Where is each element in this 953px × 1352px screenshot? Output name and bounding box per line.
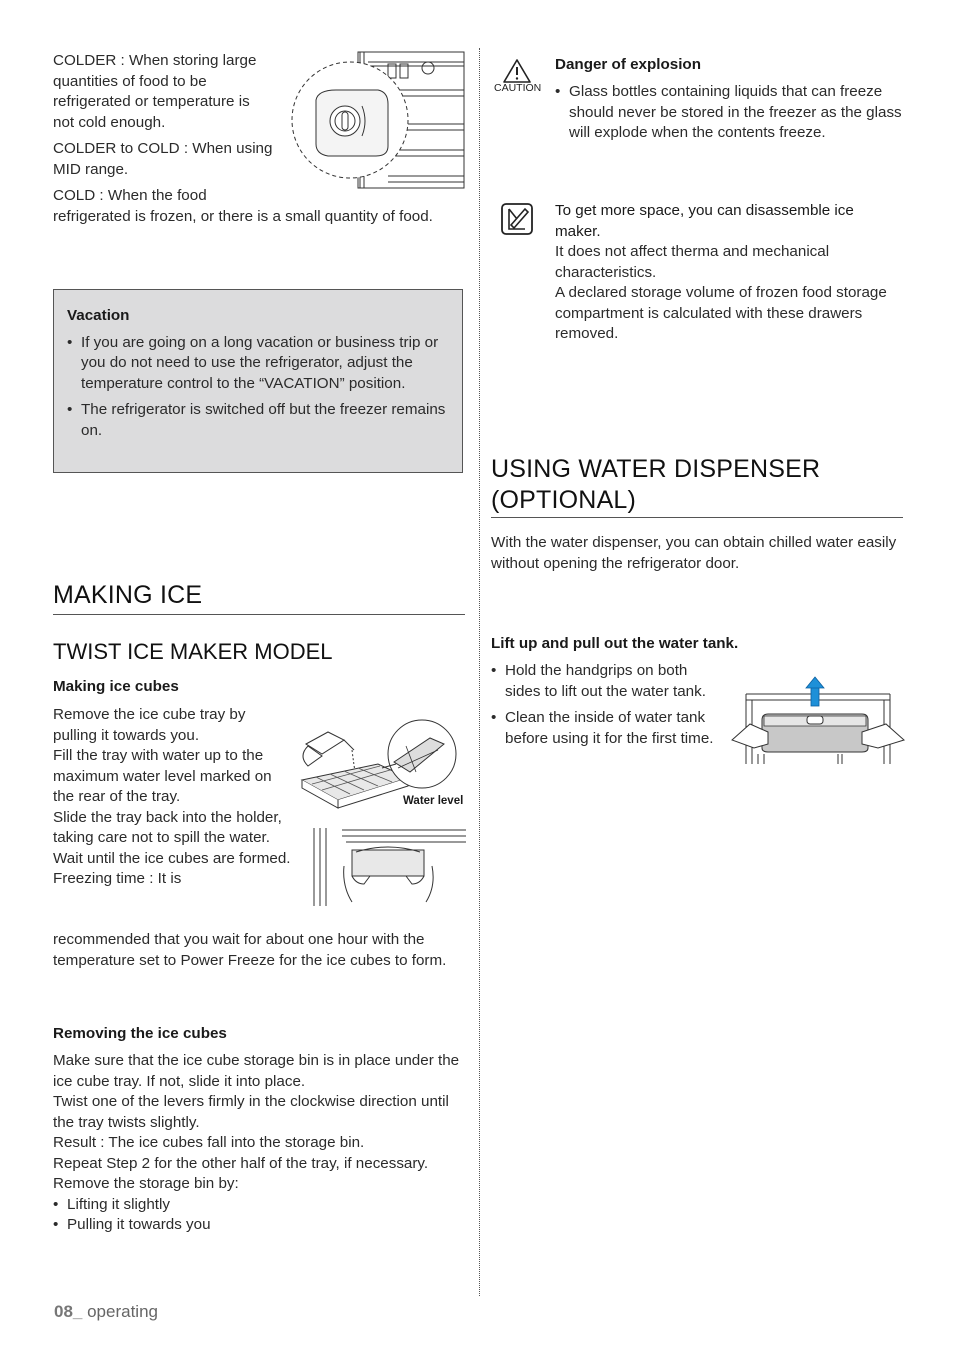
removing-line-3: Result : The ice cubes fall into the storage bin.	[53, 1134, 365, 1151]
water-dispenser-rule	[491, 517, 903, 518]
page-footer	[54, 1302, 158, 1323]
water-tank-bullet-2: • Clean the inside of water tank before using it for the first time.	[491, 708, 716, 749]
note-icon	[501, 203, 533, 235]
note-text	[555, 201, 895, 345]
removing-bullet-2: • Pulling it towards you	[53, 1215, 465, 1236]
water-dispenser-heading	[491, 454, 820, 516]
caution-bullet: • Glass bottles containing liquids that can freeze should never be stored in the freezer as the glass will explode when the contents freeze.	[555, 82, 909, 144]
caution-label: CAUTION	[494, 82, 542, 94]
making-ice-cubes-title: Making ice cubes	[53, 678, 179, 695]
water-dispenser-heading-line1: USING WATER DISPENSER	[491, 455, 821, 483]
cold-text-line2: refrigerated is frozen, or there is a small quantity of food.	[53, 208, 433, 225]
ice-tray-slide-illustration	[312, 826, 468, 910]
cold-text-line1: COLD : When the food	[53, 187, 207, 204]
removing-line-5: Remove the storage bin by:	[53, 1175, 239, 1192]
water-tank-illustration	[728, 674, 908, 770]
note-line-2: It does not affect therma and mechanical characteristics.	[555, 243, 830, 281]
vacation-title: Vacation	[67, 307, 130, 324]
lift-arrow-head	[806, 677, 824, 688]
making-step-5: Freezing time : It is	[53, 870, 182, 887]
making-step-4: Wait until the ice cubes are formed.	[53, 849, 291, 867]
twist-ice-maker-heading: TWIST ICE MAKER MODEL	[53, 639, 333, 664]
freezing-time-text: recommended that you wait for about one hour with the temperature set to Power Freeze for the ice cubes to form.	[53, 931, 447, 969]
removing-line-2: Twist one of the levers firmly in the clockwise direction until the tray twists slightly.	[53, 1093, 449, 1131]
temperature-control-illustration	[288, 50, 468, 190]
making-step-1: Remove the ice cube tray by pulling it towards you.	[53, 706, 246, 744]
water-tank-bullets	[491, 661, 716, 749]
removing-line-4: Repeat Step 2 for the other half of the tray, if necessary.	[53, 1154, 429, 1172]
water-tank-step-title: Lift up and pull out the water tank.	[491, 635, 739, 652]
vacation-box	[53, 289, 463, 473]
making-step-2: Fill the tray with water up to the maximum water level marked on the rear of the tray.	[53, 747, 272, 805]
page-number: 08_	[54, 1302, 83, 1321]
note-line-3: A declared storage volume of frozen food storage compartment is calculated with these drawers removed.	[555, 284, 887, 342]
lift-arrow-shaft	[811, 686, 819, 706]
removing-bullet-1: • Lifting it slightly	[53, 1195, 465, 1216]
colder-text: COLDER : When storing large quantities of food to be refrigerated or temperature is not cold enough.	[53, 52, 257, 131]
footer-section: operating	[82, 1302, 158, 1321]
water-level-label: Water level	[403, 795, 464, 807]
vacation-bullet-1: • If you are going on a long vacation or business trip or you do not need to use the refrigerator, adjust the temperature control to the “VACATION” position.	[67, 333, 450, 395]
colder-description	[53, 51, 273, 207]
making-ice-cubes-body	[53, 705, 291, 890]
colder-to-cold-text: COLDER to COLD : When using MID range.	[53, 140, 273, 178]
caution-title: Danger of explosion	[555, 56, 701, 73]
making-ice-rule	[53, 614, 465, 615]
making-step-3: Slide the tray back into the holder, taking care not to spill the water.	[53, 808, 282, 846]
caution-icon	[502, 58, 532, 84]
making-ice-heading: MAKING ICE	[53, 581, 203, 609]
vacation-bullet-2: • The refrigerator is switched off but the freezer remains on.	[67, 400, 450, 441]
column-divider	[479, 48, 480, 1296]
note-line-1: To get more space, you can disassemble ice maker.	[555, 202, 854, 240]
removing-ice-cubes-title: Removing the ice cubes	[53, 1025, 227, 1042]
removing-line-1: Make sure that the ice cube storage bin is in place under the ice cube tray. If not, slide it into place.	[53, 1052, 460, 1090]
water-tank-bullet-1: • Hold the handgrips on both sides to lift out the water tank.	[491, 661, 716, 702]
water-dispenser-intro: With the water dispenser, you can obtain chilled water easily without opening the refrigerator door.	[491, 534, 897, 572]
water-dispenser-heading-line2: (OPTIONAL)	[491, 486, 637, 514]
removing-ice-cubes-body	[53, 1051, 465, 1236]
